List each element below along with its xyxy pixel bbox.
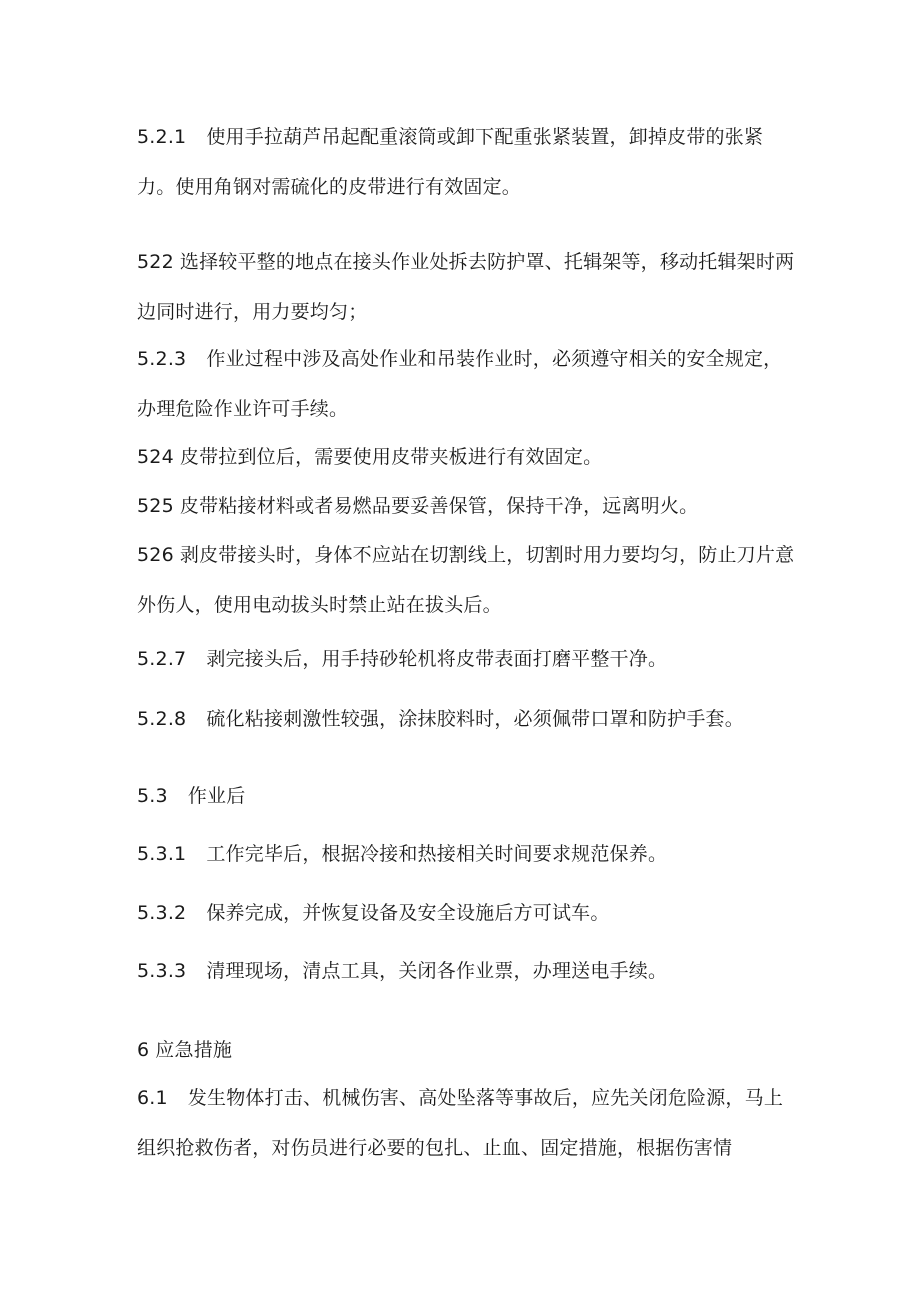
section-number: 5.3 <box>137 785 168 807</box>
section-number: 524 <box>137 446 174 468</box>
section-heading: 应急措施 <box>155 1039 233 1061</box>
section-number: 6.1 <box>137 1087 168 1109</box>
paragraph-text: 作业过程中涉及高处作业和吊装作业时，必须遵守相关的安全规定，办理危险作业许可手续。 <box>137 348 783 420</box>
paragraph-5-2-7 <box>137 634 797 684</box>
paragraph-5-2-2 <box>137 237 797 337</box>
paragraph-text: 硫化粘接刺激性较强，涂抹胶料时，必须佩带口罩和防护手套。 <box>206 708 744 730</box>
paragraph-5-2-4 <box>137 432 797 482</box>
section-number: 5.2.1 <box>137 126 187 148</box>
section-heading: 作业后 <box>187 785 246 807</box>
paragraph-text: 保养完成，并恢复设备及安全设施后方可试车。 <box>206 902 610 924</box>
paragraph-5-2-6 <box>137 530 797 630</box>
section-number: 5.3.2 <box>137 902 187 924</box>
section-number: 5.2.7 <box>137 648 187 670</box>
section-number: 5.2.8 <box>137 708 187 730</box>
section-number: 6 <box>137 1039 150 1061</box>
section-number: 525 <box>137 495 174 517</box>
paragraph-5-3-3 <box>137 946 797 996</box>
paragraph-text: 工作完毕后，根据冷接和热接相关时间要求规范保养。 <box>206 843 668 865</box>
section-number: 526 <box>137 544 174 566</box>
section-number: 5.2.3 <box>137 348 187 370</box>
section-number: 5.3.1 <box>137 843 187 865</box>
paragraph-text: 使用手拉葫芦吊起配重滚筒或卸下配重张紧装置，卸掉皮带的张紧力。使用角钢对需硫化的皮带进行有效固定。 <box>137 126 764 198</box>
heading-6 <box>137 1025 797 1075</box>
paragraph-text: 皮带粘接材料或者易燃品要妥善保管，保持干净，远离明火。 <box>179 495 699 517</box>
paragraph-5-3-1 <box>137 829 797 879</box>
paragraph-text: 发生物体打击、机械伤害、高处坠落等事故后，应先关闭危险源，马上组织抢救伤者，对伤员进行必要的包扎、止血、固定措施，根据伤害情 <box>137 1087 784 1159</box>
paragraph-text: 皮带拉到位后，需要使用皮带夹板进行有效固定。 <box>179 446 603 468</box>
paragraph-5-2-1 <box>137 112 797 212</box>
heading-5-3 <box>137 771 797 821</box>
paragraph-6-1 <box>137 1073 797 1173</box>
section-number: 522 <box>137 251 174 273</box>
paragraph-5-3-2 <box>137 888 797 938</box>
paragraph-text: 剥完接头后，用手持砂轮机将皮带表面打磨平整干净。 <box>206 648 668 670</box>
paragraph-text: 剥皮带接头时，身体不应站在切割线上，切割时用力要均匀，防止刀片意外伤人，使用电动拔头时禁止站在拔头后。 <box>137 544 795 616</box>
paragraph-text: 清理现场，清点工具，关闭各作业票，办理送电手续。 <box>206 960 668 982</box>
paragraph-5-2-5 <box>137 481 797 531</box>
section-number: 5.3.3 <box>137 960 187 982</box>
paragraph-text: 选择较平整的地点在接头作业处拆去防护罩、托辑架等，移动托辑架时两边同时进行，用力要均匀； <box>137 251 795 323</box>
paragraph-5-2-3 <box>137 334 797 434</box>
paragraph-5-2-8 <box>137 694 797 744</box>
